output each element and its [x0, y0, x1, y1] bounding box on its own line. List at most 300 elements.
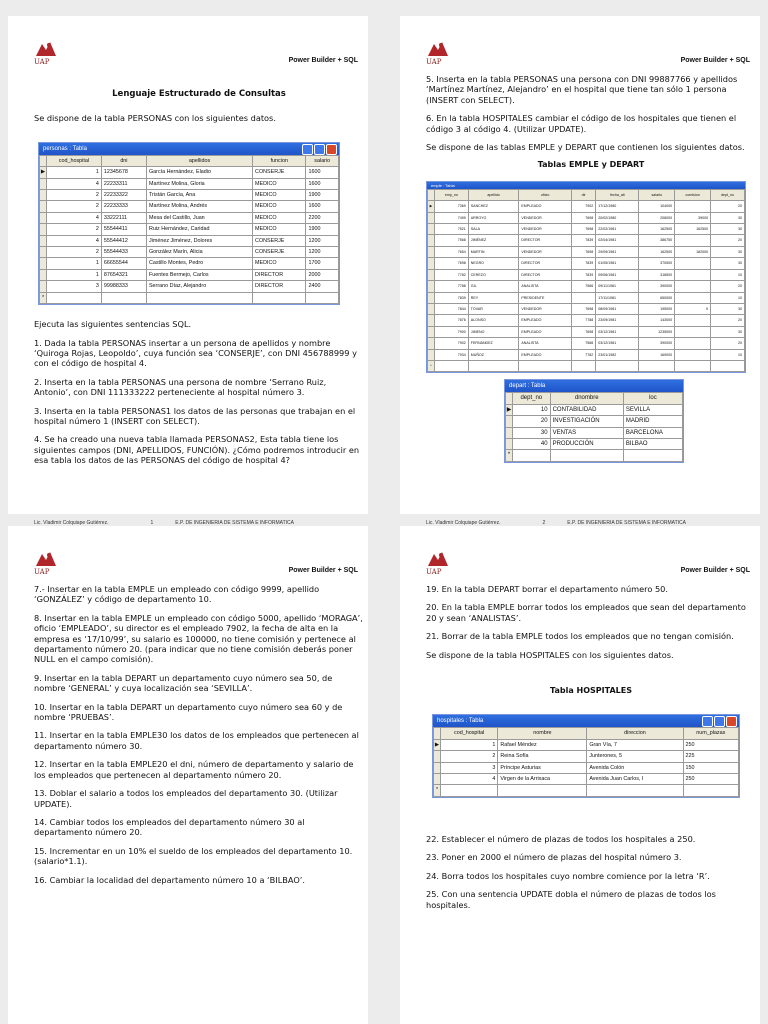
table-cell[interactable]: 162500 [675, 224, 711, 235]
table-row[interactable] [428, 303, 745, 314]
table-cell[interactable]: PRESIDENTE [519, 292, 572, 303]
row-selector[interactable] [428, 224, 435, 235]
row-selector[interactable]: ▶ [428, 201, 435, 212]
table-cell[interactable]: 7839 [571, 269, 595, 280]
empty-cell[interactable] [146, 292, 252, 303]
row-selector[interactable] [428, 246, 435, 257]
table-cell[interactable]: 7844 [435, 303, 469, 314]
table-cell[interactable]: 10 [711, 292, 745, 303]
personas-table-window[interactable] [38, 142, 340, 305]
table-cell[interactable]: Junterones, 5 [587, 751, 683, 762]
row-selector[interactable] [40, 224, 47, 235]
maximize-button[interactable] [314, 144, 325, 155]
table-row[interactable] [506, 438, 683, 449]
depart-table-window[interactable] [504, 379, 684, 462]
table-cell[interactable]: 10 [513, 404, 551, 415]
table-cell[interactable]: 1 [47, 167, 102, 178]
table-cell[interactable]: MEDICO [253, 224, 306, 235]
empty-cell[interactable] [441, 785, 498, 796]
table-cell[interactable]: 55544411 [101, 224, 146, 235]
row-selector[interactable] [434, 751, 441, 762]
column-header[interactable]: cod_hospital [441, 728, 498, 739]
table-cell[interactable]: MEDICO [253, 178, 306, 189]
table-cell[interactable]: 1700 [306, 258, 339, 269]
table-cell[interactable]: 30 [513, 427, 551, 438]
table-row[interactable] [428, 201, 745, 212]
table-cell[interactable]: GIL [468, 281, 519, 292]
table-cell[interactable]: 22233333 [101, 201, 146, 212]
row-selector[interactable]: ▶ [506, 404, 513, 415]
table-cell[interactable]: 7698 [571, 246, 595, 257]
table-cell[interactable]: VENTAS [550, 427, 623, 438]
table-cell[interactable]: 0 [675, 303, 711, 314]
column-header[interactable]: apellidos [146, 155, 252, 166]
table-cell[interactable]: EMPLEADO [519, 315, 572, 326]
empty-cell[interactable] [513, 450, 551, 461]
table-cell[interactable]: MEDICO [253, 201, 306, 212]
table-cell[interactable]: ARROYO [468, 212, 519, 223]
row-selector[interactable] [40, 281, 47, 292]
table-cell[interactable]: 7499 [435, 212, 469, 223]
table-cell[interactable]: 1600 [306, 167, 339, 178]
table-cell[interactable]: 143000 [639, 315, 675, 326]
column-header[interactable]: comision [675, 189, 711, 200]
table-cell[interactable]: 104000 [639, 201, 675, 212]
empty-cell[interactable] [306, 292, 339, 303]
table-cell[interactable]: 390000 [639, 281, 675, 292]
table-cell[interactable]: ALONSO [468, 315, 519, 326]
table-cell[interactable] [675, 201, 711, 212]
row-selector[interactable] [428, 349, 435, 360]
table-cell[interactable]: 66655544 [101, 258, 146, 269]
table-cell[interactable]: 39000 [675, 212, 711, 223]
table-cell[interactable]: García Hernández, Eladio [146, 167, 252, 178]
table-cell[interactable]: 7369 [435, 201, 469, 212]
table-row[interactable] [506, 416, 683, 427]
row-selector[interactable] [506, 416, 513, 427]
table-cell[interactable]: 2200 [306, 212, 339, 223]
table-cell[interactable]: 20 [711, 235, 745, 246]
empty-cell[interactable] [675, 360, 711, 371]
empty-cell[interactable] [101, 292, 146, 303]
table-cell[interactable]: 30 [711, 303, 745, 314]
table-cell[interactable]: 3 [441, 762, 498, 773]
table-row[interactable] [434, 774, 739, 785]
table-row[interactable] [428, 269, 745, 280]
table-row[interactable] [506, 427, 683, 438]
table-cell[interactable]: 30 [711, 212, 745, 223]
table-cell[interactable]: Martínez Molina, Andrés [146, 201, 252, 212]
table-cell[interactable]: 150 [683, 762, 738, 773]
table-row[interactable] [40, 201, 339, 212]
row-selector[interactable] [40, 269, 47, 280]
table-cell[interactable]: Rafael Méndez [498, 739, 587, 750]
row-selector[interactable] [428, 281, 435, 292]
table-cell[interactable]: 4 [47, 235, 102, 246]
table-cell[interactable]: 1600 [306, 178, 339, 189]
table-cell[interactable]: 2 [47, 224, 102, 235]
empty-cell[interactable] [435, 360, 469, 371]
table-cell[interactable] [675, 281, 711, 292]
row-selector[interactable] [428, 326, 435, 337]
table-cell[interactable]: 3 [47, 281, 102, 292]
table-cell[interactable] [675, 326, 711, 337]
table-cell[interactable]: Príncipe Asturias [498, 762, 587, 773]
column-header[interactable]: apellido [468, 189, 519, 200]
table-cell[interactable]: BILBAO [623, 438, 682, 449]
table-cell[interactable]: ANALISTA [519, 338, 572, 349]
table-cell[interactable]: MEDICO [253, 258, 306, 269]
column-header[interactable]: oficio [519, 189, 572, 200]
table-cell[interactable]: Gran Vía, 7 [587, 739, 683, 750]
new-row-selector[interactable]: * [506, 450, 513, 461]
table-cell[interactable]: 390000 [639, 338, 675, 349]
table-cell[interactable]: 1 [47, 269, 102, 280]
row-selector[interactable]: ▶ [40, 167, 47, 178]
table-cell[interactable]: 30 [711, 326, 745, 337]
table-cell[interactable]: BARCELONA [623, 427, 682, 438]
row-selector[interactable] [40, 201, 47, 212]
table-cell[interactable]: 87654321 [101, 269, 146, 280]
table-cell[interactable]: 22233311 [101, 178, 146, 189]
table-cell[interactable]: 01/05/1981 [596, 258, 639, 269]
table-cell[interactable]: 1600 [306, 201, 339, 212]
table-cell[interactable]: 12345678 [101, 167, 146, 178]
table-cell[interactable]: 7698 [571, 212, 595, 223]
table-cell[interactable]: EMPLEADO [519, 201, 572, 212]
minimize-button[interactable] [302, 144, 313, 155]
column-header[interactable]: dni [101, 155, 146, 166]
maximize-button[interactable] [714, 716, 725, 727]
column-header[interactable]: num_plazas [683, 728, 738, 739]
table-cell[interactable]: 162500 [639, 246, 675, 257]
column-header[interactable]: direccion [587, 728, 683, 739]
table-cell[interactable]: 08/09/1981 [596, 303, 639, 314]
table-cell[interactable]: 55544433 [101, 247, 146, 258]
table-cell[interactable]: ANALISTA [519, 281, 572, 292]
row-selector[interactable] [428, 315, 435, 326]
table-cell[interactable]: 7654 [435, 246, 469, 257]
table-cell[interactable]: 4 [47, 212, 102, 223]
table-cell[interactable]: 7839 [435, 292, 469, 303]
table-row[interactable] [40, 224, 339, 235]
table-cell[interactable]: 7782 [571, 349, 595, 360]
table-cell[interactable]: 22233322 [101, 190, 146, 201]
table-cell[interactable]: 7566 [435, 235, 469, 246]
row-selector[interactable] [428, 303, 435, 314]
row-selector[interactable] [428, 338, 435, 349]
table-cell[interactable]: DIRECTOR [519, 258, 572, 269]
table-cell[interactable]: INVESTIGACIÓN [550, 416, 623, 427]
table-cell[interactable]: NEGRO [468, 258, 519, 269]
table-cell[interactable]: 4 [47, 178, 102, 189]
table-cell[interactable] [675, 292, 711, 303]
row-selector[interactable] [428, 212, 435, 223]
empty-cell[interactable] [639, 360, 675, 371]
new-row-selector[interactable]: * [40, 292, 47, 303]
table-cell[interactable]: 23/01/1982 [596, 349, 639, 360]
table-cell[interactable]: 22/02/1981 [596, 224, 639, 235]
table-cell[interactable]: SALA [468, 224, 519, 235]
table-cell[interactable]: CONSERJE [253, 235, 306, 246]
table-row[interactable] [428, 338, 745, 349]
table-cell[interactable]: Avenida Colón [587, 762, 683, 773]
table-row[interactable] [434, 751, 739, 762]
new-row-selector[interactable]: * [428, 360, 435, 371]
table-cell[interactable]: MEDICO [253, 212, 306, 223]
table-row[interactable] [434, 762, 739, 773]
table-cell[interactable]: Martínez Molina, Gloria [146, 178, 252, 189]
table-cell[interactable]: PRODUCCIÓN [550, 438, 623, 449]
table-row[interactable] [40, 167, 339, 178]
table-cell[interactable]: 250 [683, 774, 738, 785]
row-selector[interactable] [40, 190, 47, 201]
table-cell[interactable]: 250 [683, 739, 738, 750]
column-header[interactable]: loc [623, 393, 682, 404]
table-cell[interactable]: 20 [711, 281, 745, 292]
table-cell[interactable]: 2 [441, 751, 498, 762]
row-selector[interactable] [434, 762, 441, 773]
column-header[interactable]: dept_no [513, 393, 551, 404]
table-cell[interactable]: REY [468, 292, 519, 303]
column-header[interactable]: dnombre [550, 393, 623, 404]
table-cell[interactable]: 29/09/1981 [596, 246, 639, 257]
column-header[interactable]: nombre [498, 728, 587, 739]
table-cell[interactable]: JIMENO [468, 326, 519, 337]
table-cell[interactable] [675, 269, 711, 280]
table-cell[interactable]: 40 [513, 438, 551, 449]
table-row[interactable] [40, 258, 339, 269]
table-cell[interactable]: VENDEDOR [519, 246, 572, 257]
column-header[interactable]: salario [639, 189, 675, 200]
table-cell[interactable]: 17/11/1981 [596, 292, 639, 303]
table-cell[interactable]: CONTABILIDAD [550, 404, 623, 415]
table-cell[interactable]: 7902 [571, 201, 595, 212]
row-selector[interactable]: ▶ [434, 739, 441, 750]
table-cell[interactable]: Avenida Juan Carlos, I [587, 774, 683, 785]
table-cell[interactable]: 162500 [639, 224, 675, 235]
table-cell[interactable]: 1200 [306, 235, 339, 246]
table-cell[interactable]: 1235000 [639, 326, 675, 337]
row-selector[interactable] [40, 235, 47, 246]
new-row-selector[interactable]: * [434, 785, 441, 796]
table-cell[interactable]: 2 [47, 190, 102, 201]
table-cell[interactable]: MARTIN [468, 246, 519, 257]
empty-cell[interactable] [519, 360, 572, 371]
table-cell[interactable]: 09/11/1981 [596, 281, 639, 292]
table-cell[interactable]: 7698 [571, 326, 595, 337]
table-cell[interactable]: 169000 [639, 349, 675, 360]
table-cell[interactable]: 7566 [571, 338, 595, 349]
table-cell[interactable]: 1900 [306, 190, 339, 201]
empty-cell[interactable] [571, 360, 595, 371]
table-cell[interactable]: 225 [683, 751, 738, 762]
table-cell[interactable]: 20 [711, 201, 745, 212]
table-cell[interactable]: Serrano Díaz, Alejandro [146, 281, 252, 292]
table-cell[interactable]: 195000 [639, 303, 675, 314]
table-cell[interactable]: VENDEDOR [519, 303, 572, 314]
table-row[interactable] [428, 212, 745, 223]
table-cell[interactable]: 7902 [435, 338, 469, 349]
table-cell[interactable]: 1 [47, 258, 102, 269]
hospitales-table-window[interactable] [432, 714, 740, 797]
table-cell[interactable]: 20 [711, 338, 745, 349]
table-cell[interactable]: 7934 [435, 349, 469, 360]
row-selector[interactable] [40, 178, 47, 189]
table-cell[interactable]: TOVAR [468, 303, 519, 314]
table-cell[interactable]: EMPLEADO [519, 349, 572, 360]
column-header[interactable]: dir [571, 189, 595, 200]
table-row[interactable] [434, 739, 739, 750]
table-cell[interactable]: 208000 [639, 212, 675, 223]
table-cell[interactable]: 7698 [435, 258, 469, 269]
column-header[interactable]: fecha_alt [596, 189, 639, 200]
table-cell[interactable]: SEVILLA [623, 404, 682, 415]
close-button[interactable] [726, 716, 737, 727]
table-cell[interactable]: Mesa del Castillo, Juan [146, 212, 252, 223]
table-cell[interactable]: 02/04/1981 [596, 235, 639, 246]
table-cell[interactable]: 650000 [639, 292, 675, 303]
column-header[interactable]: funcion [253, 155, 306, 166]
table-cell[interactable]: 03/12/1981 [596, 338, 639, 349]
row-selector[interactable] [428, 258, 435, 269]
minimize-button[interactable] [702, 716, 713, 727]
table-row[interactable] [506, 404, 683, 415]
table-cell[interactable]: 7521 [435, 224, 469, 235]
table-cell[interactable]: 2000 [306, 269, 339, 280]
empty-cell[interactable] [498, 785, 587, 796]
column-header[interactable]: emp_no [435, 189, 469, 200]
table-cell[interactable]: 182000 [675, 246, 711, 257]
table-cell[interactable]: 386750 [639, 235, 675, 246]
table-row[interactable] [428, 235, 745, 246]
row-selector[interactable] [428, 292, 435, 303]
table-row[interactable] [428, 224, 745, 235]
table-cell[interactable]: Reina Sofía [498, 751, 587, 762]
table-cell[interactable]: Ruiz Hernández, Caridad [146, 224, 252, 235]
table-cell[interactable]: DIRECTOR [253, 269, 306, 280]
table-row[interactable] [40, 178, 339, 189]
close-button[interactable] [326, 144, 337, 155]
table-cell[interactable]: 2 [47, 201, 102, 212]
table-cell[interactable]: 33222111 [101, 212, 146, 223]
column-header[interactable]: cod_hospital [47, 155, 102, 166]
table-cell[interactable]: 318500 [639, 269, 675, 280]
empty-cell[interactable] [468, 360, 519, 371]
column-header[interactable]: dept_no [711, 189, 745, 200]
table-cell[interactable]: Virgen de la Arrixaca [498, 774, 587, 785]
table-row[interactable] [40, 235, 339, 246]
table-row[interactable] [428, 246, 745, 257]
table-cell[interactable]: Fuentes Bermejo, Carlos [146, 269, 252, 280]
table-cell[interactable] [675, 349, 711, 360]
table-cell[interactable]: 10 [711, 349, 745, 360]
table-cell[interactable]: 7698 [571, 303, 595, 314]
table-cell[interactable] [571, 292, 595, 303]
table-cell[interactable]: Jiménez Jiménez, Dolores [146, 235, 252, 246]
table-cell[interactable]: 7698 [571, 224, 595, 235]
table-cell[interactable]: 1900 [306, 224, 339, 235]
table-cell[interactable]: DIRECTOR [519, 235, 572, 246]
table-row[interactable] [40, 281, 339, 292]
table-cell[interactable]: 17/12/1980 [596, 201, 639, 212]
empty-cell[interactable] [253, 292, 306, 303]
table-cell[interactable]: 7782 [435, 269, 469, 280]
empty-cell[interactable] [623, 450, 682, 461]
table-cell[interactable] [675, 258, 711, 269]
empty-cell[interactable] [711, 360, 745, 371]
row-selector[interactable] [506, 427, 513, 438]
row-selector[interactable] [428, 269, 435, 280]
table-row[interactable] [40, 212, 339, 223]
table-cell[interactable]: EMPLEADO [519, 326, 572, 337]
table-cell[interactable]: 10 [711, 269, 745, 280]
table-cell[interactable]: 1 [441, 739, 498, 750]
table-cell[interactable]: 7876 [435, 315, 469, 326]
table-cell[interactable]: 7839 [571, 235, 595, 246]
table-cell[interactable] [675, 338, 711, 349]
table-cell[interactable]: 7788 [435, 281, 469, 292]
table-cell[interactable]: González Marín, Alicia [146, 247, 252, 258]
empty-cell[interactable] [596, 360, 639, 371]
table-cell[interactable]: 23/09/1981 [596, 315, 639, 326]
table-cell[interactable]: 7839 [571, 258, 595, 269]
table-cell[interactable]: MEDICO [253, 190, 306, 201]
table-cell[interactable]: 30 [711, 246, 745, 257]
table-cell[interactable]: FERNÁNDEZ [468, 338, 519, 349]
table-cell[interactable]: 09/06/1981 [596, 269, 639, 280]
table-row[interactable] [428, 292, 745, 303]
table-row[interactable] [40, 190, 339, 201]
table-cell[interactable]: Castillo Montes, Pedro [146, 258, 252, 269]
table-cell[interactable]: CONSERJE [253, 167, 306, 178]
table-row[interactable] [40, 269, 339, 280]
row-selector[interactable] [506, 438, 513, 449]
empty-cell[interactable] [550, 450, 623, 461]
row-selector[interactable] [40, 247, 47, 258]
table-cell[interactable]: MADRID [623, 416, 682, 427]
table-cell[interactable] [675, 235, 711, 246]
table-cell[interactable]: SANCHEZ [468, 201, 519, 212]
emple-table-window[interactable] [426, 181, 746, 374]
table-cell[interactable]: 55544412 [101, 235, 146, 246]
table-row[interactable] [428, 315, 745, 326]
table-cell[interactable]: 7788 [571, 315, 595, 326]
table-cell[interactable]: CEREZO [468, 269, 519, 280]
table-row[interactable] [40, 247, 339, 258]
table-cell[interactable]: 2400 [306, 281, 339, 292]
table-cell[interactable]: 20 [513, 416, 551, 427]
table-cell[interactable]: MUÑOZ [468, 349, 519, 360]
table-cell[interactable]: JIMÉNEZ [468, 235, 519, 246]
table-cell[interactable]: 30 [711, 258, 745, 269]
table-row[interactable] [428, 349, 745, 360]
table-cell[interactable]: 30 [711, 224, 745, 235]
table-cell[interactable]: VENDEDOR [519, 212, 572, 223]
table-cell[interactable]: 7900 [435, 326, 469, 337]
table-row[interactable] [428, 326, 745, 337]
empty-cell[interactable] [683, 785, 738, 796]
row-selector[interactable] [434, 774, 441, 785]
column-header[interactable]: salario [306, 155, 339, 166]
row-selector[interactable] [40, 258, 47, 269]
table-cell[interactable]: CONSERJE [253, 247, 306, 258]
table-cell[interactable]: 03/12/1981 [596, 326, 639, 337]
table-cell[interactable] [675, 315, 711, 326]
table-cell[interactable]: 7566 [571, 281, 595, 292]
row-selector[interactable] [428, 235, 435, 246]
table-cell[interactable]: 99988333 [101, 281, 146, 292]
